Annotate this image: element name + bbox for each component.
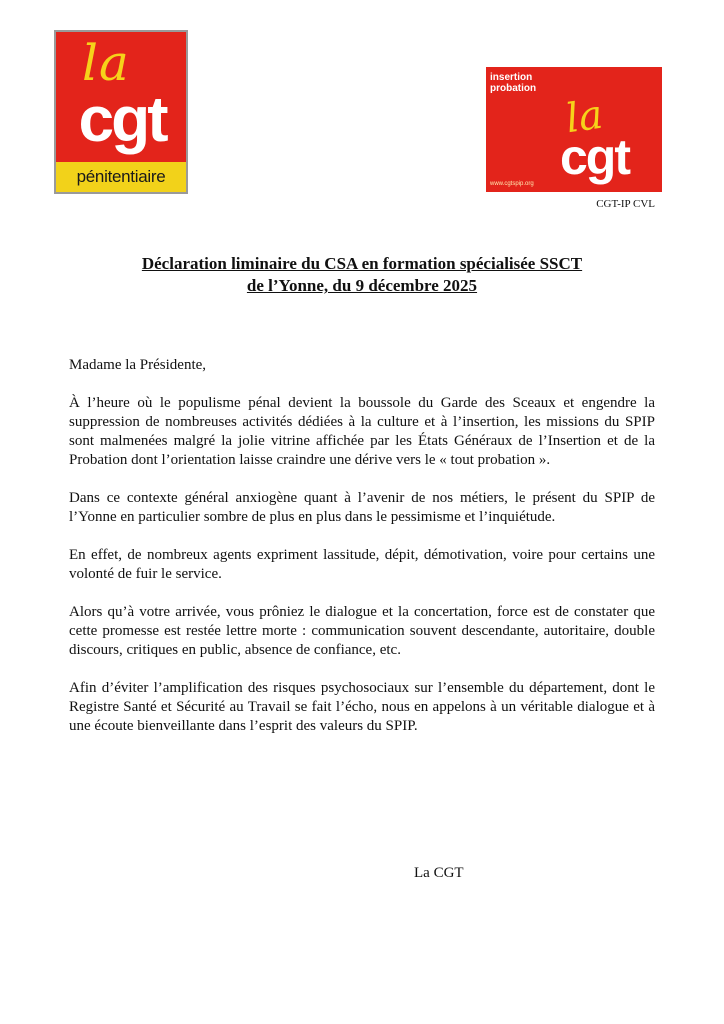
logo-right-line2: probation xyxy=(490,83,537,94)
document-body xyxy=(69,356,655,755)
logo-left-band: pénitentiaire xyxy=(56,162,186,192)
paragraph-1: À l’heure où le populisme pénal devient la boussole du Garde des Sceaux et engendre la suppression de nombreuses activités dédiées à la culture et à l’insertion, les missions du SPIP sont malmenées malgré la jolie vitrine affichée par les États Généraux de l’Insertion et de la Probation dont l’orientation laisse craindre une dérive vers le « tout probation ». xyxy=(69,395,655,468)
logo-left-cgt: cgt xyxy=(78,83,166,155)
logo-right-url: www.cgtspip.org xyxy=(490,181,534,187)
logo-right-la: la xyxy=(562,91,606,143)
cgt-insertion-probation-logo xyxy=(486,67,662,192)
cgt-penitentiaire-logo xyxy=(54,30,188,194)
paragraph-5: Afin d’éviter l’amplification des risques psychosociaux sur l’ensemble du département, dont le Registre Santé et Sécurité au Travail se fait l’écho, nous en appelons à un véritable dialogue et à une écoute bienveillante dans l’esprit des valeurs du SPIP. xyxy=(69,680,655,734)
logo-right-subtitle xyxy=(490,72,536,94)
paragraph-3: En effet, de nombreux agents expriment lassitude, dépit, démotivation, voire pour certains une volonté de fuir le service. xyxy=(69,547,655,582)
signature: La CGT xyxy=(414,865,464,881)
logo-right-line1: insertion xyxy=(490,72,533,83)
paragraph-2: Dans ce contexte général anxiogène quant à l’avenir de nos métiers, le présent du SPIP de l’Yonne en particulier sombre de plus en plus dans le pessimisme et l’inquiétude. xyxy=(69,490,655,525)
logo-left-la: la xyxy=(82,34,130,92)
salutation: Madame la Présidente, xyxy=(69,357,207,373)
document-reference: CGT-IP CVL xyxy=(596,198,655,210)
logo-right-cgt: cgt xyxy=(560,129,629,185)
title-line-2: de l’Yonne, du 9 décembre 2025 xyxy=(246,276,478,295)
title-line-1: Déclaration liminaire du CSA en formation spécialisée SSCT xyxy=(141,254,583,273)
paragraph-4: Alors qu’à votre arrivée, vous prôniez le dialogue et la concertation, force est de constater que cette promesse est restée lettre morte : communication souvent descendante, autoritaire, double discours, critiques en public, absence de confiance, etc. xyxy=(69,604,655,658)
document-title xyxy=(69,253,655,297)
